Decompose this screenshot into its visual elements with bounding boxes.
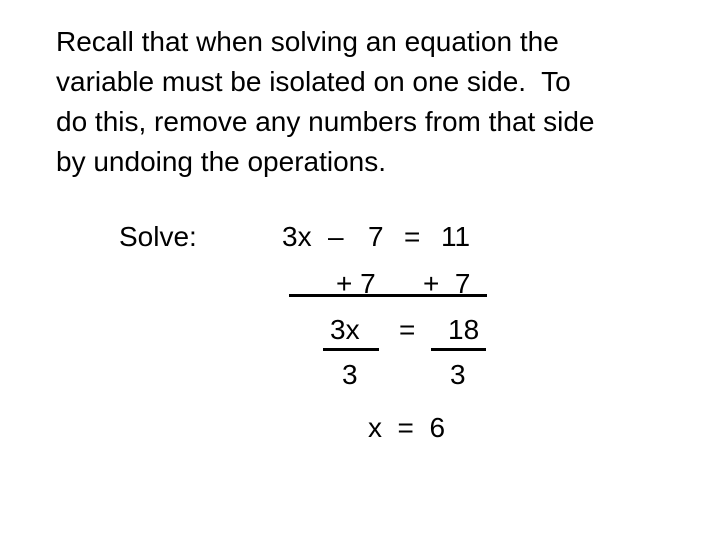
final-answer: x = 6	[368, 412, 446, 443]
equation-equals-sign: =	[404, 221, 421, 252]
right-fraction-bar	[431, 348, 486, 351]
add-step-left: + 7	[336, 268, 376, 299]
divide-left-numerator: 3x	[330, 314, 360, 345]
divide-right-denominator: 3	[450, 359, 466, 390]
equation-left-term: 3x	[282, 221, 312, 252]
divide-right-numerator: 18	[448, 314, 480, 345]
equation-minus-sign: –	[328, 221, 344, 252]
divide-equals-sign: =	[399, 314, 416, 345]
equation-right-side: 11	[441, 221, 471, 252]
solve-label: Solve:	[119, 221, 197, 252]
add-step-underline	[289, 294, 487, 297]
divide-left-denominator: 3	[342, 359, 358, 390]
intro-line-2: variable must be isolated on one side. To	[56, 66, 571, 97]
intro-paragraph	[56, 22, 696, 182]
add-step-right: + 7	[423, 268, 471, 299]
left-fraction-bar	[323, 348, 379, 351]
intro-line-4: by undoing the operations.	[56, 146, 387, 177]
intro-line-3: do this, remove any numbers from that side	[56, 106, 595, 137]
intro-line-1: Recall that when solving an equation the	[56, 26, 559, 57]
equation-constant: 7	[368, 221, 384, 252]
